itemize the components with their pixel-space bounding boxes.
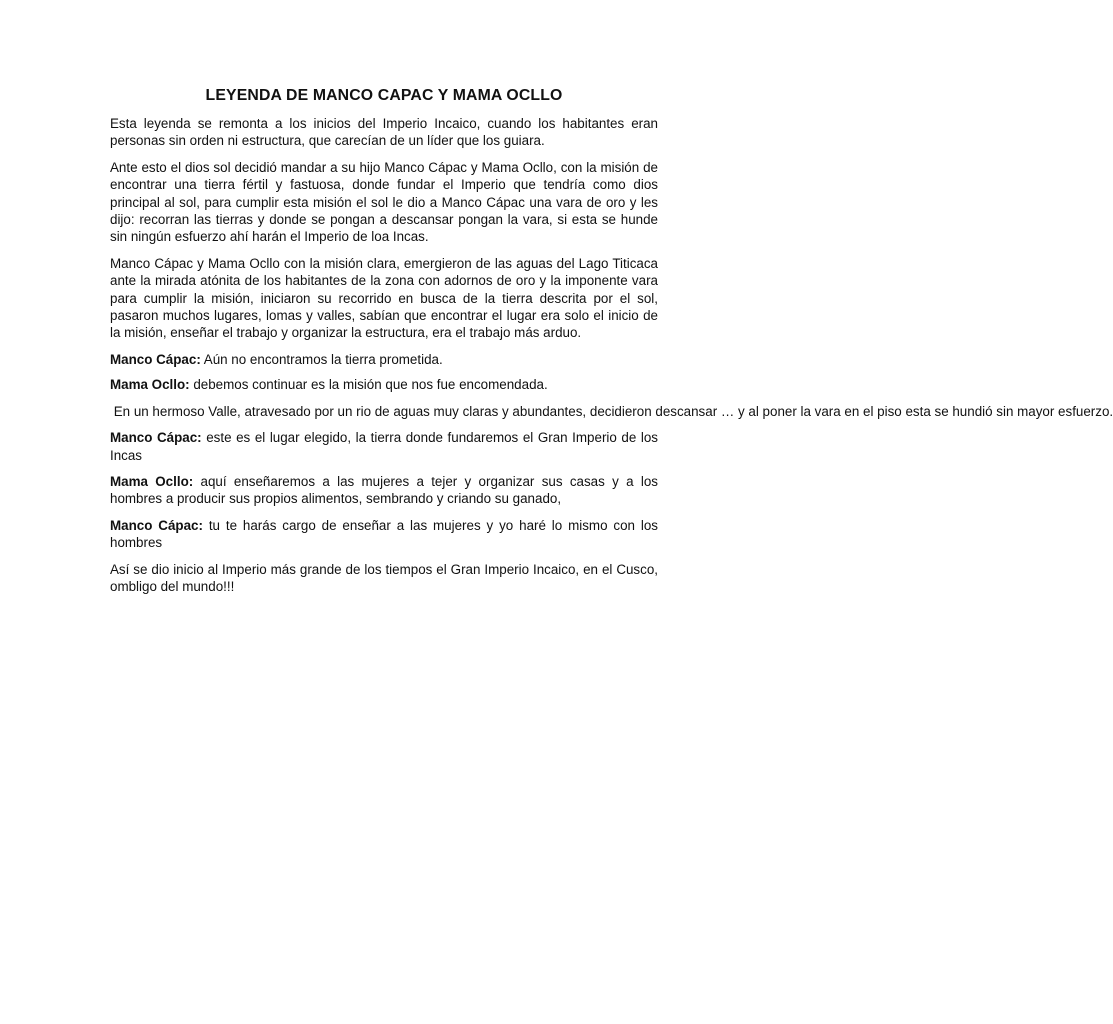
dialogue-text: este es el lugar elegido, la tierra donde fundaremos el Gran Imperio de los Incas (110, 430, 658, 463)
document-body (110, 86, 1113, 604)
dialogue-text: aquí enseñaremos a las mujeres a tejer y organizar sus casas y a los hombres a producir sus propios alimentos, sembrando y criando su ganado, (110, 473, 658, 507)
speaker-name: Mama Ocllo: (110, 377, 190, 393)
valley-paragraph: En un hermoso Valle, atravesado por un rio de aguas muy claras y abundantes, decidieron descansar … y al poner la vara en el piso esta se hundió sin mayor esfuerzo. (110, 403, 1113, 419)
dialogue-line (110, 429, 658, 464)
document-title: LEYENDA DE MANCO CAPAC Y MAMA OCLLO (205, 87, 563, 104)
dialogue-line (110, 376, 658, 393)
speaker-name: Manco Cápac: (110, 517, 203, 533)
speaker-name: Manco Cápac: (110, 351, 201, 367)
dialogue-line (110, 473, 658, 508)
dialogue-text: tu te harás cargo de enseñar a las mujeres y yo haré lo mismo con los hombres (110, 517, 658, 551)
dialogue-line (110, 517, 658, 552)
intro-paragraph: Esta leyenda se remonta a los inicios del Imperio Incaico, cuando los habitantes eran personas sin orden ni estructura, que carecían de un líder que los guiara. (110, 116, 658, 149)
dialogue-text: Aún no encontramos la tierra prometida. (200, 351, 443, 367)
speaker-name: Manco Cápac: (110, 430, 202, 446)
closing-paragraph: Así se dio inicio al Imperio más grande de los tiempos el Gran Imperio Incaico, en el Cusco, ombligo del mundo!!! (110, 561, 658, 594)
journey-paragraph: Manco Cápac y Mama Ocllo con la misión clara, emergieron de las aguas del Lago Titicaca ante la mirada atónita de los habitantes de la zona con adornos de oro y la imponente vara para cumplir la misión, iniciaron su recorrido en busca de la tierra descrita por el sol, pasaron muchos lugares, lomas y valles, sabían que encontrar el lugar era solo el inicio de la misión, enseñar el trabajo y organizar la estructura, era el trabajo más arduo. (110, 255, 658, 341)
sun-god-paragraph: Ante esto el dios sol decidió mandar a su hijo Manco Cápac y Mama Ocllo, con la misión de encontrar una tierra fértil y fastuosa, donde fundar el Imperio que tendría como dios principal al sol, para cumplir esta misión el sol le dio a Manco Cápac una vara de oro y les dijo: recorran las tierras y donde se pongan a descansar pongan la vara, si esta se hunde sin ningún esfuerzo ahí harán el Imperio de loa Incas. (110, 159, 658, 245)
speaker-name: Mama Ocllo: (110, 473, 194, 489)
dialogue-text: debemos continuar es la misión que nos fue encomendada. (189, 377, 548, 393)
dialogue-line (110, 351, 658, 368)
